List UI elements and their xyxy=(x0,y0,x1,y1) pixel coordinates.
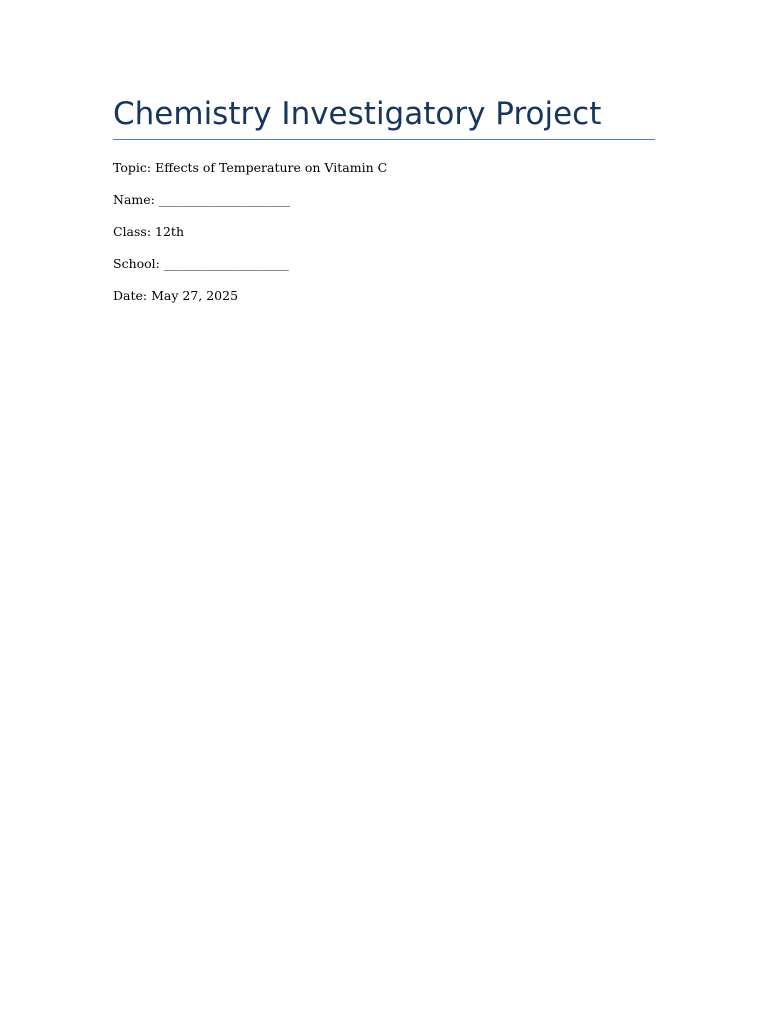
date-line: Date: May 27, 2025 xyxy=(113,288,239,303)
title-underline-rule xyxy=(113,139,655,140)
document-title: Chemistry Investigatory Project xyxy=(113,96,602,132)
topic-line: Topic: Effects of Temperature on Vitamin C xyxy=(113,160,388,175)
school-line: School: ____________________ xyxy=(113,256,289,271)
class-line: Class: 12th xyxy=(113,224,185,239)
name-line: Name: _____________________ xyxy=(113,192,291,207)
